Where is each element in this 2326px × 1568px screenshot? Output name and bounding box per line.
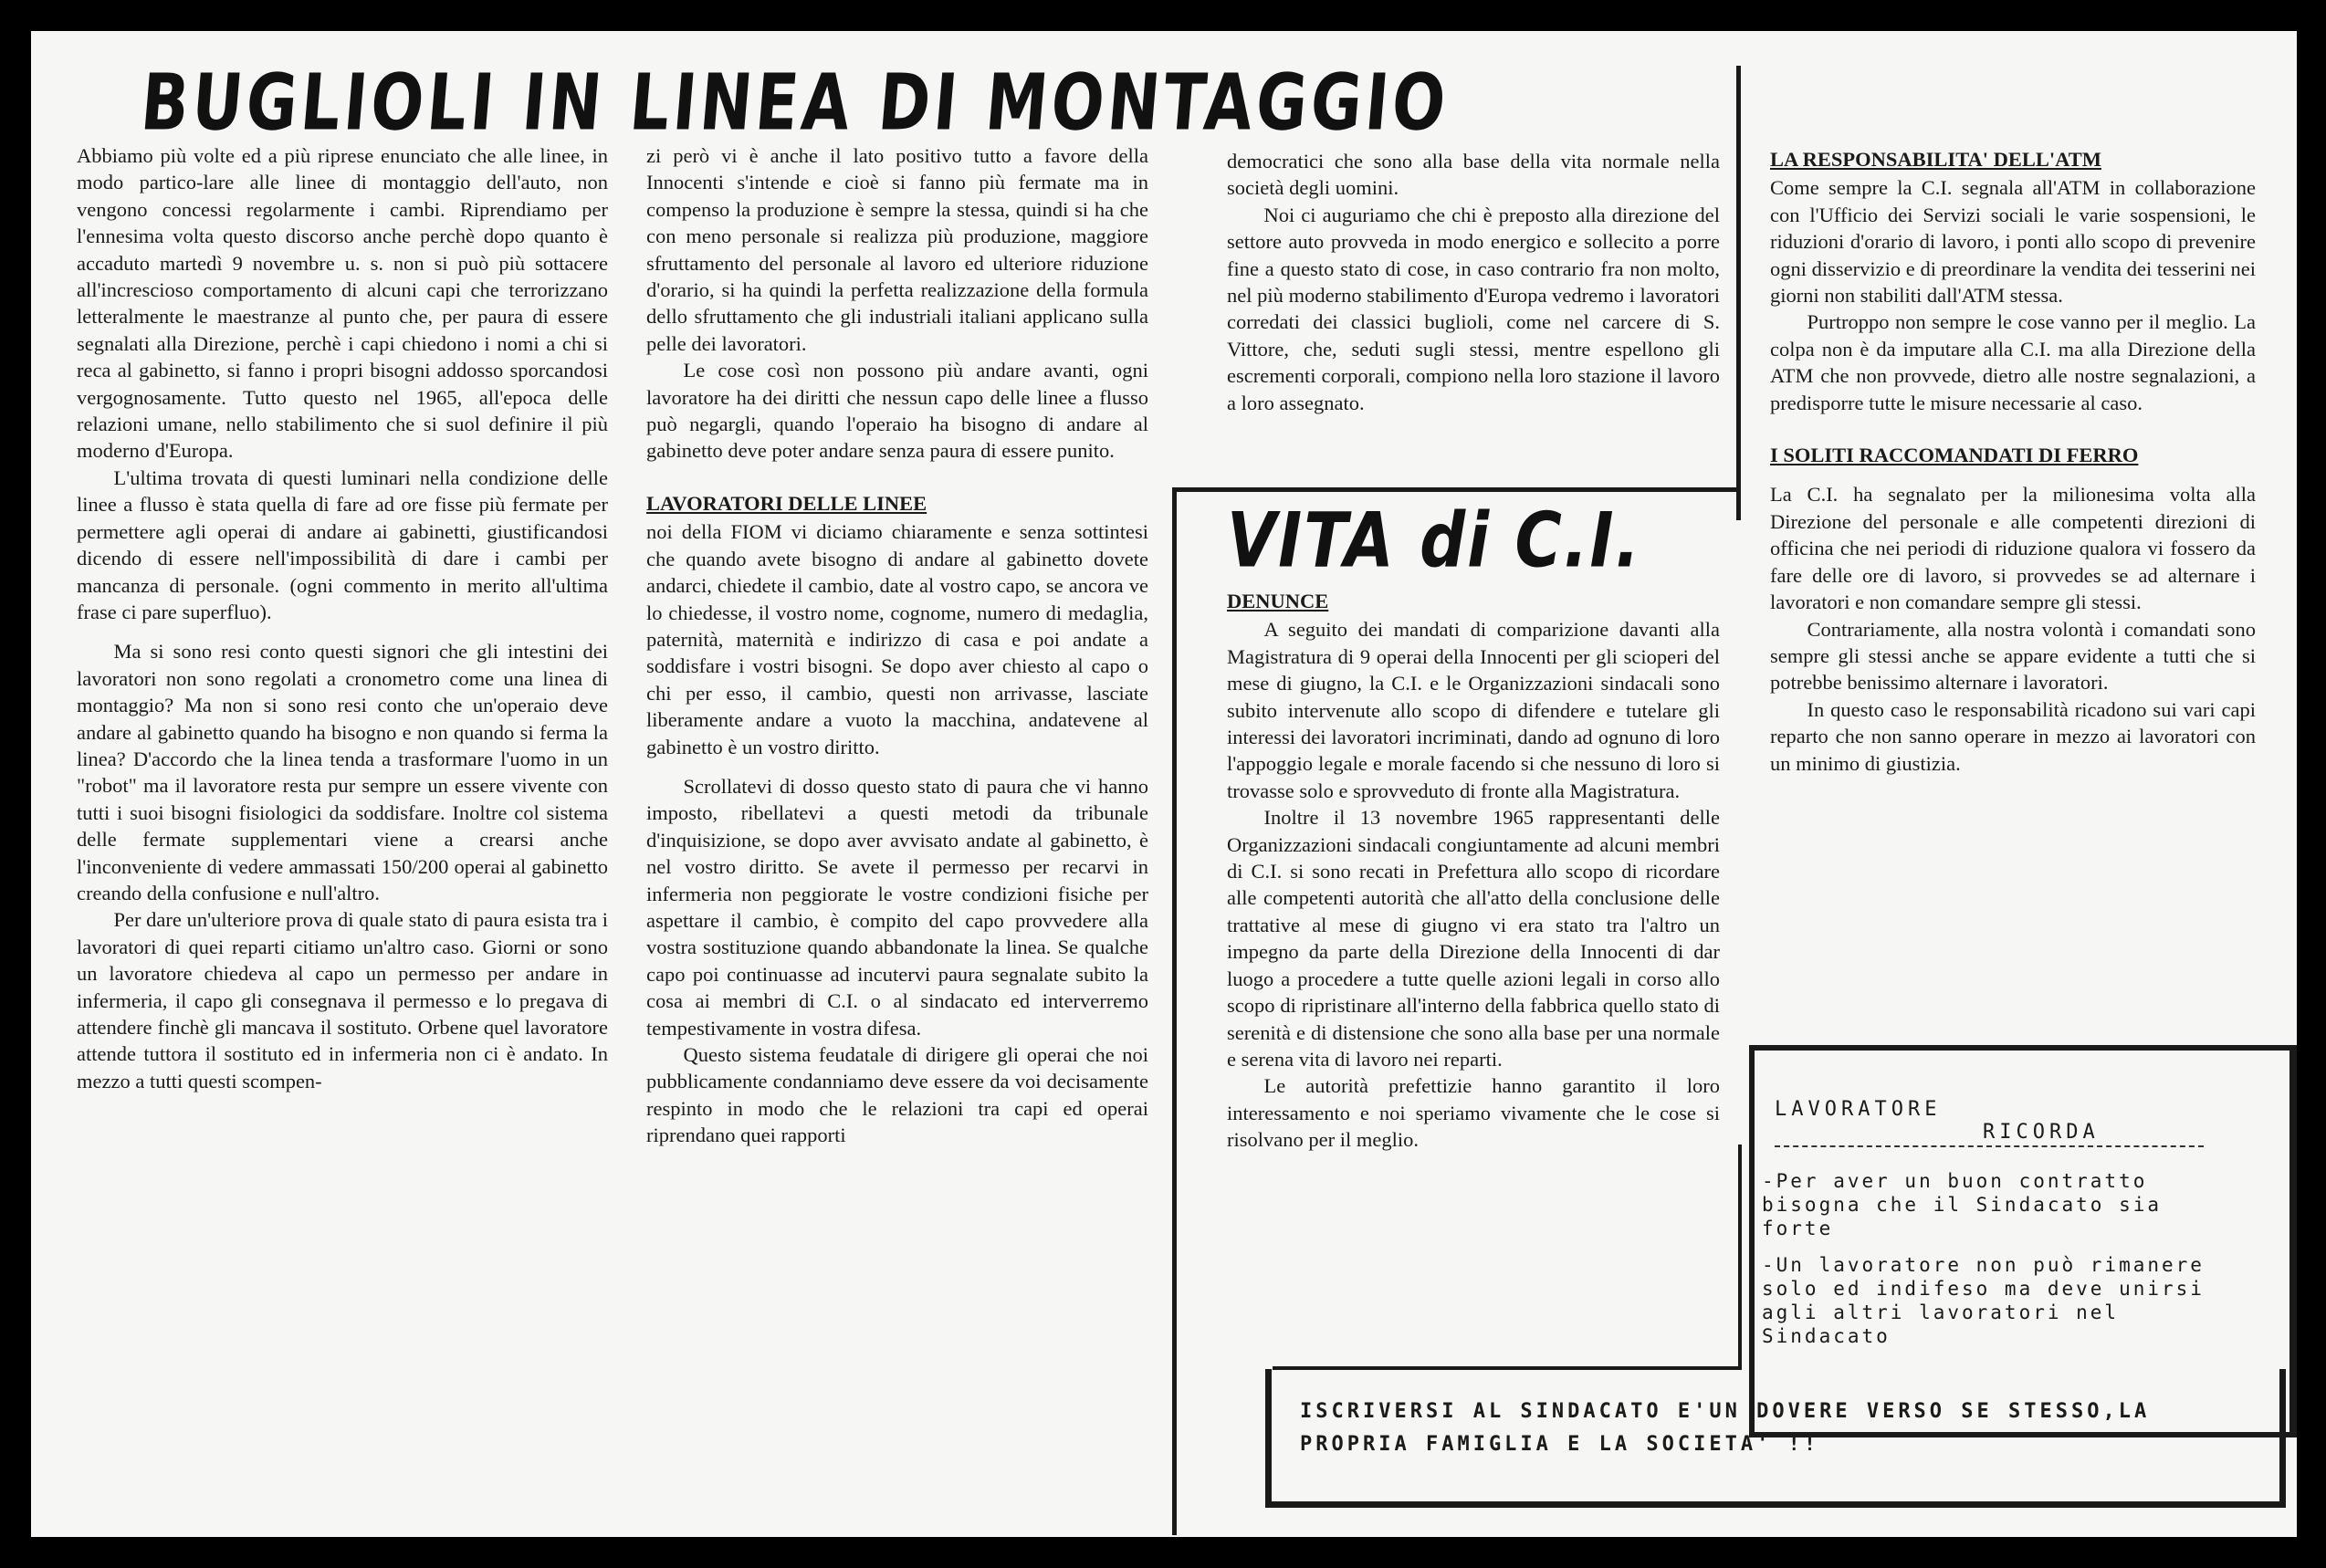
vita-paragraph-1: A seguito dei mandati di comparizione davanti alla Magistratura di 9 operai della Innocenti per gli scioperi del mese di giugno, la C.I. e le Organizzazioni sindacali sono subito intervenute allo scopo di difendere e tutelare gli interessi dei lavoratori incriminati, dando ad ognuno di loro l'appoggio legale e morale facendo si che nessuno di loro si trovasse solo e sprovveduto di fronte alla Magistratura.: [1227, 618, 1720, 802]
separator-horizontal: [1172, 487, 1740, 492]
col4-paragraph-2: Purtroppo non sempre le cose vanno per il meglio. La colpa non è da imputare alla C.I. ma alla Direzione della ATM che non provvede, dietro alle nostre segnalazioni, a predisporre tutte le misure necessarie al caso.: [1770, 310, 2256, 414]
lavoratori-delle-linee-heading: LAVORATORI DELLE LINEE: [646, 491, 927, 515]
vita-ci-headline: VITA di C.I.: [1227, 497, 1642, 585]
separator-vertical-lower: [1738, 1145, 1742, 1369]
column-4: [1770, 146, 2256, 777]
ricorda-item-2: -Un lavoratore non può rimanere solo ed indifeso ma deve unirsi agli altri lavoratori nel Sindacato: [1762, 1254, 2205, 1347]
col2-paragraph-1: zi però vi è anche il lato positivo tutto a favore della Innocenti s'intende e cioè si fanno più fermate ma in compenso la produzione è sempre la stessa, quindi si ha che con meno personale si realizza più produzione, maggiore sfruttamento del personale al lavoro ed ulteriore riduzione d'orario, si ha quindi la perfetta realizzazione della formula dello sfruttamento che gli industriali italiani applicano sulla pelle dei lavoratori.: [646, 144, 1148, 355]
separator-vertical-left: [1172, 487, 1177, 1535]
vita-paragraph-2: Inoltre il 13 novembre 1965 rappresentanti delle Organizzazioni sindacali congiuntamente ad alcuni membri di C.I. si sono recati in Prefettura allo scopo di ricordare alle competenti autorità che all'atto della conclusione delle trattative al mese di giugno vi era stato tra l'altro un impegno da parte della Direzione della Innocenti di dar luogo a procedere a tutte quelle azioni legali in corso allo scopo di ripristinare all'interno della fabbrica quello stato di serenità e di distensione che sono alla base per una normale e serena vita di lavoro nei reparti.: [1227, 806, 1720, 1071]
col4-paragraph-4: Contrariamente, alla nostra volontà i comandati sono sempre gli stessi anche se appare evidente a tutti che si potrebbe benissimo alternare i lavoratori.: [1770, 617, 2256, 695]
col4-paragraph-1: Come sempre la C.I. segnala all'ATM in collaborazione con l'Ufficio dei Servizi sociali le varie sospensioni, le riduzioni d'orario di lavoro, i ponti allo scopo di prevenire ogni disservizio e di preordinare la vendita dei tesserini nei giorni non stabiliti dall'ATM stessa.: [1770, 176, 2256, 308]
ricorda-item-1: -Per aver un buon contratto bisogna che il Sindacato sia forte: [1762, 1170, 2163, 1239]
column-3-top: [1227, 148, 1720, 416]
col3-paragraph-2: Noi ci auguriamo che chi è preposto alla direzione del settore auto provveda in modo energico e sollecito a porre fine a questo stato di cose, in caso contrario fra non molto, nel più moderno stabilimento d'Europa vedremo i lavoratori corredati dei classici buglioli, come nel carcere di S. Vittore, che, seduti sugli stessi, mentre espellono gli escrementi corporali, compiono nella loro stazione il lavoro a loro assegnato.: [1227, 203, 1720, 414]
raccomandati-heading: I SOLITI RACCOMANDATI DI FERRO: [1770, 444, 2139, 467]
vita-paragraph-3: Le autorità prefettizie hanno garantito il loro interessamento e noi speriamo vivamente che le cose si risolvano per il meglio.: [1227, 1074, 1720, 1152]
col1-paragraph-2: L'ultima trovata di questi luminari nella condizione delle linee a flusso è stata quella di fare ad ore fisse più fermate per permettere agli operai di andare ai gabinetti, giustificandosi dicendo di essere nell'impossibilità di dare i cambi per mancanza di personale. (ogni commento in merito all'ultima frase ci pare superfluo).: [77, 465, 608, 623]
separator-vertical-right: [1736, 66, 1741, 520]
ricorda-title-lavoratore: LAVORATORE: [1775, 1098, 1942, 1121]
denunce-heading: DENUNCE: [1227, 590, 1329, 612]
responsabilita-atm-heading: LA RESPONSABILITA' DELL'ATM: [1770, 148, 2101, 171]
col4-paragraph-5: In questo caso le responsabilità ricadono sui vari capi reparto che non sanno operare in mezzo ai lavoratori con un minimo di giustizia.: [1770, 697, 2256, 775]
col1-paragraph-1: Abbiamo più volte ed a più riprese enunciato che alle linee, in modo partico-lare alle linee di montaggio dell'auto, non vengono concessi regolarmente i cambi. Riprendiamo per l'ennesima volta questo discorso anche perchè dopo quanto è accaduto martedì 9 novembre u. s. non si può più sottacere all'increscioso comportamento di alcuni capi che terrorizzano letteralmente le maestranze al punto che, per paura di essere segnalati alla Direzione, perchè i capi chiedono i nomi a chi si reca al gabinetto, si fanno i propri bisogni addosso sporcandosi vergognosamente. Tutto questo nel 1965, all'epoca delle relazioni umane, nello stabilimento che si suol definire il più moderno d'Europa.: [77, 144, 608, 463]
col2-paragraph-5: Questo sistema feudatale di dirigere gli operai che noi pubblicamente condanniamo deve essere da voi decisamente respinto in modo che le relazioni tra capi ed operai riprendano quei rapporti: [646, 1043, 1148, 1147]
col1-paragraph-4: Per dare un'ulteriore prova di quale stato di paura esista tra i lavoratori di quei reparti citiamo un'altro caso. Giorni or sono un lavoratore chiedeva al capo un permesso per andare in infermeria, il capo gli consegnava il permesso e lo pregava di attendere finchè gli mancava il sostituto. Orbene quel lavoratore attende tuttora il sostituto ed in infermeria non ci è andato. In mezzo a tutti questi scompen-: [77, 908, 608, 1092]
ricorda-title-ricorda: RICORDA: [1983, 1121, 2100, 1144]
column-1: [77, 142, 608, 1094]
col2-paragraph-4: Scrollatevi di dosso questo stato di paura che vi hanno imposto, ribellatevi a questi metodi da tribunale d'inquisizione, se dopo aver avvisato andate al gabinetto, è nel vostro diritto. Se avete il permesso per recarvi in infermeria non peggiorate le vostre condizioni fisiche per aspettare il cambio, è compito del capo provvedere alla vostra sostituzione quando abbandonate la linea. Se qualche capo poi continuasse ad incutervi paura segnalate subito la cosa ai membri di C.I. o al sindacato ed interverremo tempestivamente in vostra difesa.: [646, 774, 1148, 1040]
col3-paragraph-1: democratici che sono alla base della vita normale nella società degli uomini.: [1227, 150, 1720, 200]
leaflet-page: [31, 31, 2297, 1537]
col1-paragraph-3: Ma si sono resi conto questi signori che gli intestini dei lavoratori non sono regolati a cronometro come una linea di montaggio? Ma non si sono resi conto che un'operaio deve andare al gabinetto quando ha bisogno e non quando si ferma la linea? D'accordo che la linea tenda a trasformare l'uomo in un "robot" ma il lavoratore resta pur sempre un essere vivente con tutti i suoi bisogni fisiologici da soddisfare. Inoltre col sistema delle fermate supplementari viene a crearsi anche l'inconveniente di vedere ammassati 150/200 operai al gabinetto creando della confusione e null'altro.: [77, 640, 608, 904]
vita-ci-column: [1227, 588, 1720, 1154]
main-headline: BUGLIOLI IN LINEA DI MONTAGGIO: [137, 58, 1453, 149]
iscriversi-slogan: ISCRIVERSI AL SINDACATO E'UN DOVERE VERSO SE STESSO,LA PROPRIA FAMIGLIA E LA SOCIETA' !!: [1300, 1400, 2151, 1456]
column-2: [646, 142, 1148, 1149]
col2-paragraph-3: noi della FIOM vi diciamo chiaramente e senza sottintesi che quando avete bisogno di andare al gabinetto dovete andarci, chiedete il cambio, date al vostro capo, se ancora ve lo chiedesse, il vostro nome, cognome, numero di medaglia, paternità, maternità e indirizzo di casa e poi andate a soddisfare i vostri bisogni. Se dopo aver chiesto al capo o chi per esso, il cambio, questi non arrivasse, lasciate liberamente andare a vuoto la macchina, andatevene al gabinetto è un vostro diritto.: [646, 520, 1148, 758]
ricorda-dashed-divider: [1775, 1145, 2204, 1147]
col4-paragraph-3: La C.I. ha segnalato per la milionesima volta alla Direzione del personale e alle competenti direzioni di officina che nei periodi di riduzione qualora vi fossero da fare delle ore di lavoro, si provvedes se ad alternare i lavoratori e non comandare sempre gli stessi.: [1770, 483, 2256, 614]
col2-paragraph-2: Le cose così non possono più andare avanti, ogni lavoratore ha dei diritti che nessun capo delle linee a flusso può negargli, quando l'operaio ha bisogno di andare al gabinetto deve poter andare senza paura di essere punito.: [646, 359, 1148, 463]
